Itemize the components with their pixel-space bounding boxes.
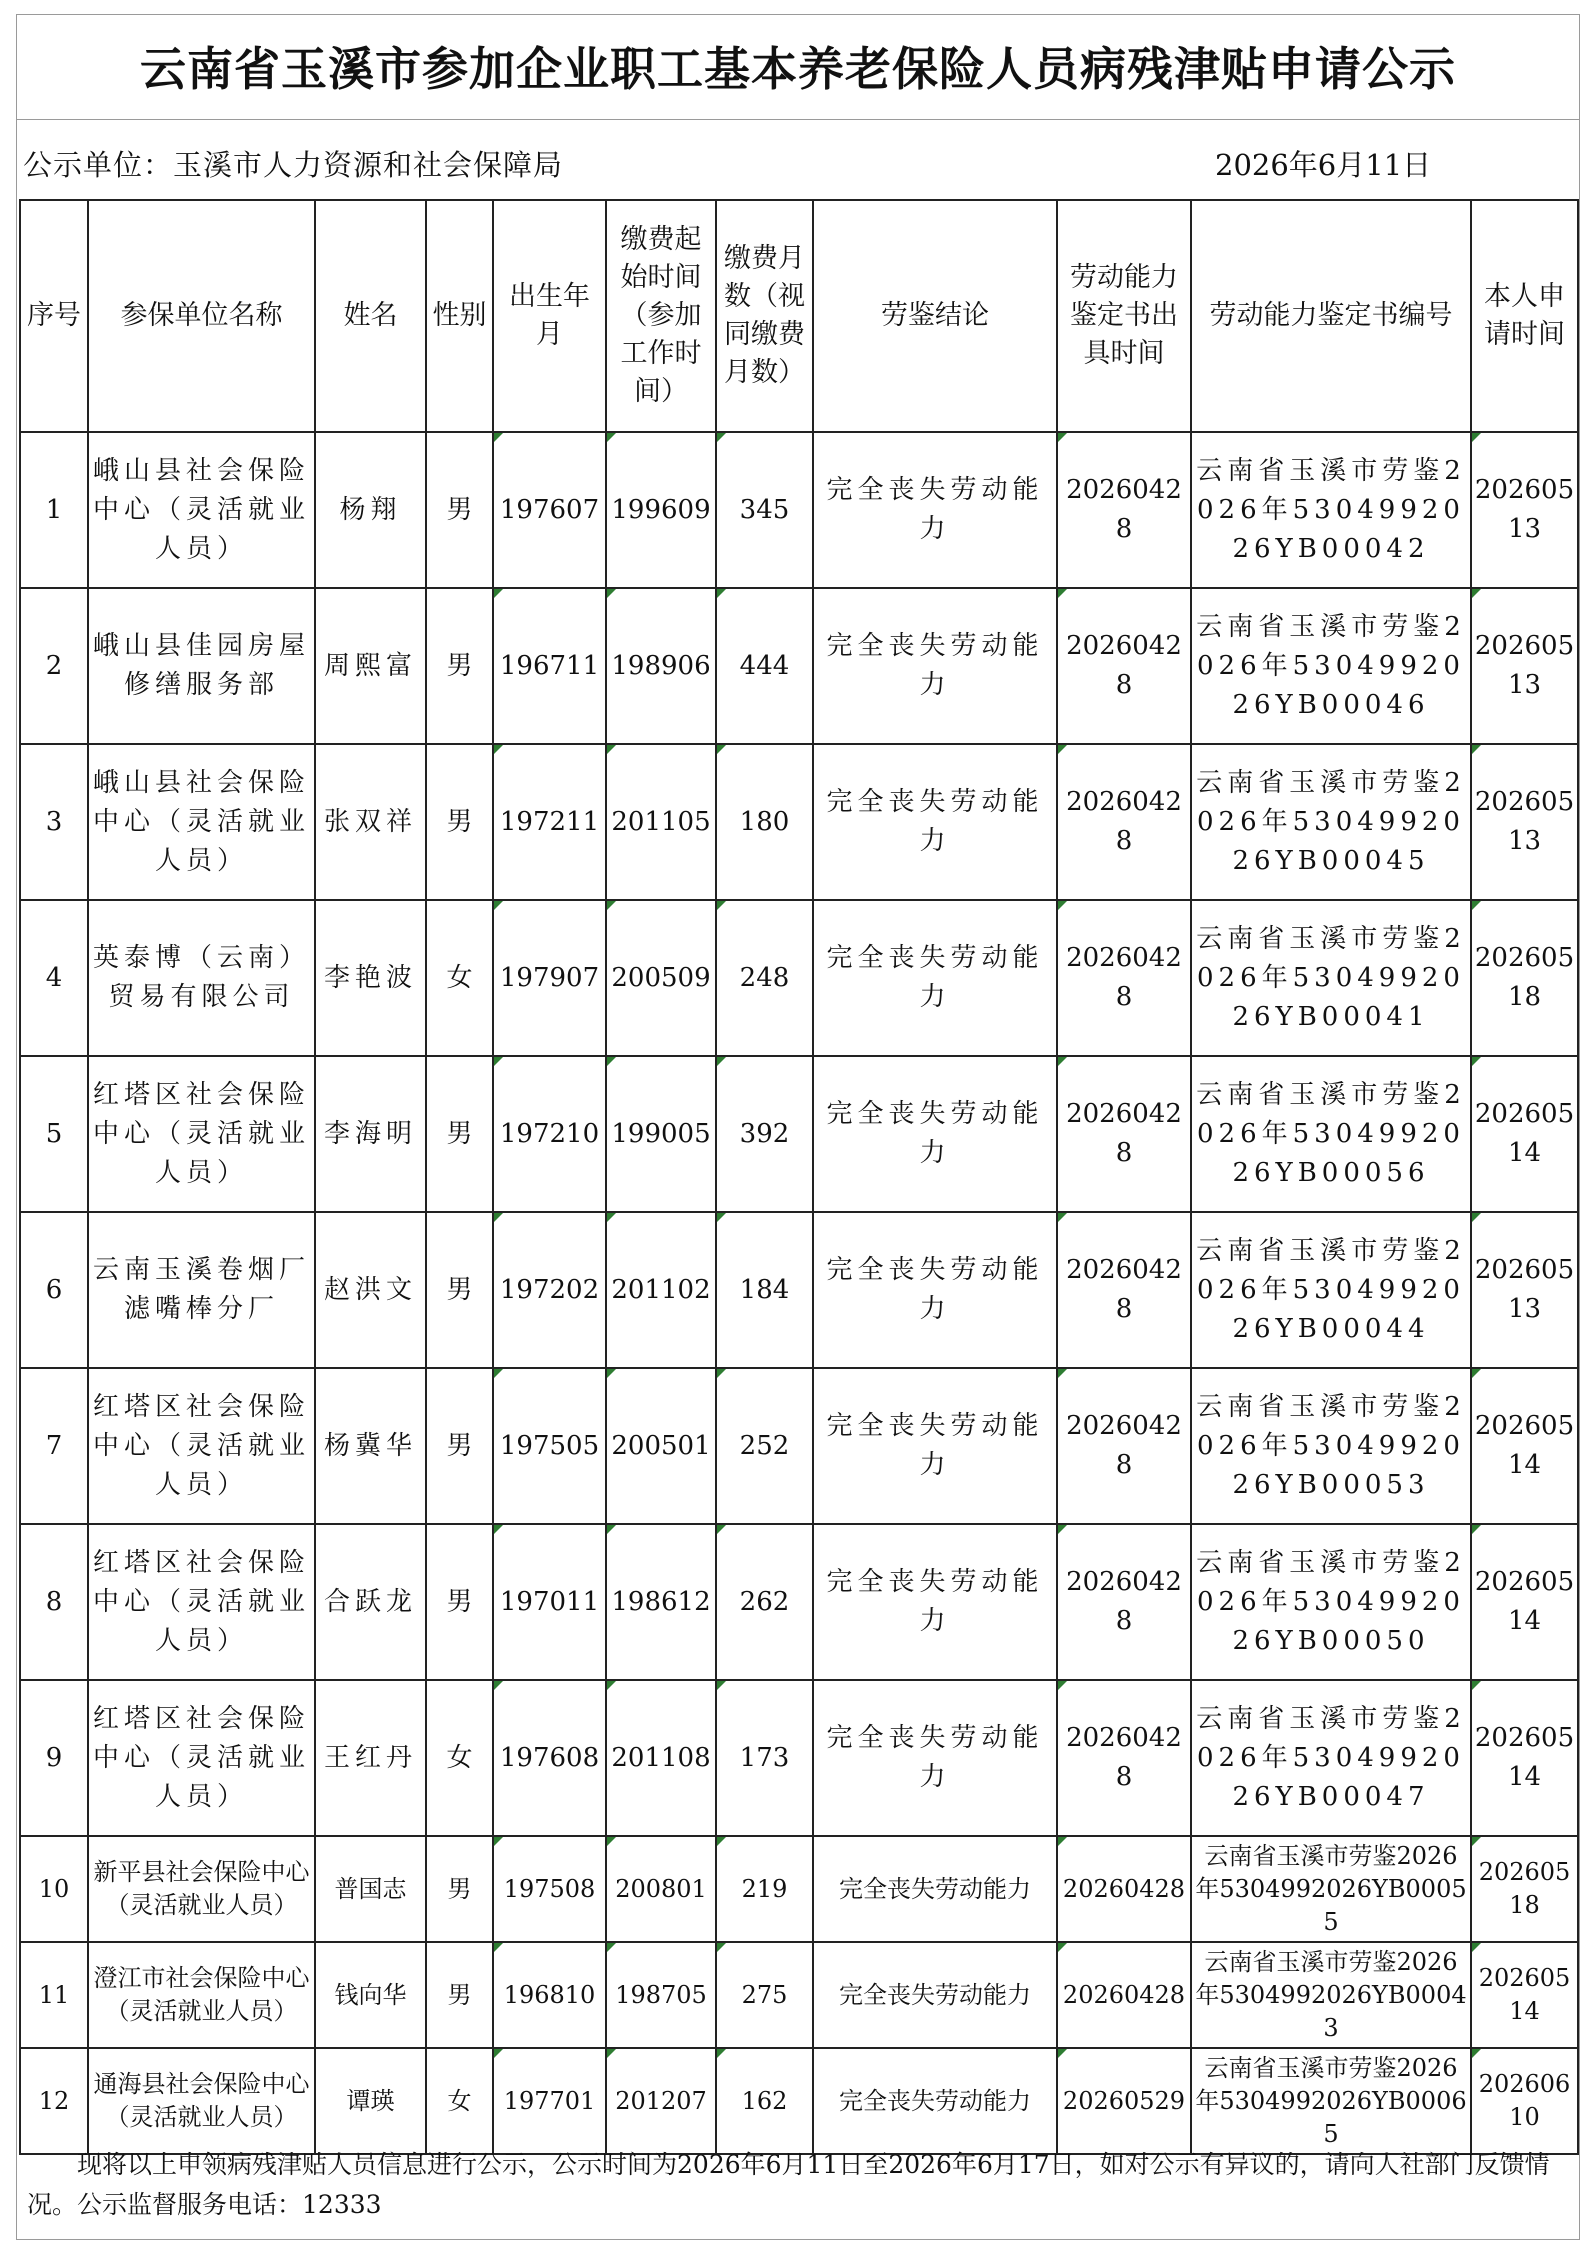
cell-issue-date: 20260428 <box>1057 1212 1191 1368</box>
cell-issue-date: 20260428 <box>1057 432 1191 588</box>
cell-gender: 男 <box>426 1056 493 1212</box>
header-apply-date: 本人申请时间 <box>1471 200 1578 432</box>
cell-gender: 男 <box>426 1368 493 1524</box>
cell-company: 红塔区社会保险中心（灵活就业人员） <box>88 1524 315 1680</box>
notice-date: 2026年6月11日 <box>1215 148 1432 182</box>
cell-seq: 4 <box>20 900 88 1056</box>
cell-start: 200801 <box>606 1836 716 1942</box>
cell-start: 199609 <box>606 432 716 588</box>
cell-cert-no: 云南省玉溪市劳鉴2026年5304992026YB00056 <box>1191 1056 1471 1212</box>
cell-apply-date: 20260513 <box>1471 1212 1578 1368</box>
cell-birth: 197505 <box>493 1368 606 1524</box>
cell-name: 谭瑛 <box>315 2048 426 2154</box>
cell-company: 峨山县社会保险中心（灵活就业人员） <box>88 744 315 900</box>
page-title: 云南省玉溪市参加企业职工基本养老保险人员病残津贴申请公示 <box>140 42 1456 96</box>
cell-cert-no: 云南省玉溪市劳鉴2026年5304992026YB00043 <box>1191 1942 1471 2048</box>
cell-seq: 10 <box>20 1836 88 1942</box>
cell-birth: 197202 <box>493 1212 606 1368</box>
cell-apply-date: 20260514 <box>1471 1680 1578 1836</box>
cell-apply-date: 20260513 <box>1471 744 1578 900</box>
notice-sheet <box>16 14 1580 2240</box>
cell-seq: 8 <box>20 1524 88 1680</box>
cell-company: 澄江市社会保险中心（灵活就业人员） <box>88 1942 315 2048</box>
cell-company: 云南玉溪卷烟厂滤嘴棒分厂 <box>88 1212 315 1368</box>
cell-cert-no: 云南省玉溪市劳鉴2026年5304992026YB00050 <box>1191 1524 1471 1680</box>
table-row <box>20 1368 1578 1524</box>
cell-apply-date: 20260610 <box>1471 2048 1578 2154</box>
cell-apply-date: 20260514 <box>1471 1942 1578 2048</box>
table-row <box>20 1836 1578 1942</box>
cell-company: 新平县社会保险中心（灵活就业人员） <box>88 1836 315 1942</box>
cell-issue-date: 20260428 <box>1057 1056 1191 1212</box>
cell-company: 通海县社会保险中心（灵活就业人员） <box>88 2048 315 2154</box>
cell-company: 红塔区社会保险中心（灵活就业人员） <box>88 1368 315 1524</box>
header-seq: 序号 <box>20 200 88 432</box>
header-gender: 性别 <box>426 200 493 432</box>
cell-cert-no: 云南省玉溪市劳鉴2026年5304992026YB00044 <box>1191 1212 1471 1368</box>
cell-conclusion: 完全丧失劳动能力 <box>813 1680 1057 1836</box>
cell-name: 李艳波 <box>315 900 426 1056</box>
title-divider <box>17 119 1579 120</box>
cell-months: 162 <box>716 2048 813 2154</box>
table-row <box>20 1212 1578 1368</box>
table-row <box>20 1056 1578 1212</box>
cell-apply-date: 20260513 <box>1471 588 1578 744</box>
cell-conclusion: 完全丧失劳动能力 <box>813 588 1057 744</box>
cell-cert-no: 云南省玉溪市劳鉴2026年5304992026YB00047 <box>1191 1680 1471 1836</box>
cell-company: 红塔区社会保险中心（灵活就业人员） <box>88 1056 315 1212</box>
table-row <box>20 2048 1578 2154</box>
cell-issue-date: 20260428 <box>1057 744 1191 900</box>
cell-birth: 196711 <box>493 588 606 744</box>
cell-cert-no: 云南省玉溪市劳鉴2026年5304992026YB00042 <box>1191 432 1471 588</box>
cell-company: 英泰博（云南）贸易有限公司 <box>88 900 315 1056</box>
cell-gender: 女 <box>426 2048 493 2154</box>
cell-birth: 196810 <box>493 1942 606 2048</box>
cell-company: 峨山县佳园房屋修缮服务部 <box>88 588 315 744</box>
cell-apply-date: 20260514 <box>1471 1056 1578 1212</box>
cell-conclusion: 完全丧失劳动能力 <box>813 1942 1057 2048</box>
cell-conclusion: 完全丧失劳动能力 <box>813 1524 1057 1680</box>
cell-birth: 197608 <box>493 1680 606 1836</box>
cell-start: 200501 <box>606 1368 716 1524</box>
cell-months: 444 <box>716 588 813 744</box>
cell-seq: 6 <box>20 1212 88 1368</box>
cell-seq: 5 <box>20 1056 88 1212</box>
cell-cert-no: 云南省玉溪市劳鉴2026年5304992026YB00065 <box>1191 2048 1471 2154</box>
header-issue-date: 劳动能力鉴定书出具时间 <box>1057 200 1191 432</box>
cell-birth: 197907 <box>493 900 606 1056</box>
cell-issue-date: 20260428 <box>1057 588 1191 744</box>
cell-seq: 9 <box>20 1680 88 1836</box>
cell-name: 普国志 <box>315 1836 426 1942</box>
cell-conclusion: 完全丧失劳动能力 <box>813 2048 1057 2154</box>
header-months: 缴费月数（视同缴费月数） <box>716 200 813 432</box>
table-row <box>20 588 1578 744</box>
cell-cert-no: 云南省玉溪市劳鉴2026年5304992026YB00053 <box>1191 1368 1471 1524</box>
cell-name: 李海明 <box>315 1056 426 1212</box>
cell-gender: 男 <box>426 432 493 588</box>
cell-apply-date: 20260513 <box>1471 432 1578 588</box>
cell-name: 杨翔 <box>315 432 426 588</box>
cell-seq: 3 <box>20 744 88 900</box>
cell-issue-date: 20260428 <box>1057 1680 1191 1836</box>
table-row <box>20 1680 1578 1836</box>
cell-apply-date: 20260514 <box>1471 1524 1578 1680</box>
cell-conclusion: 完全丧失劳动能力 <box>813 744 1057 900</box>
cell-start: 198705 <box>606 1942 716 2048</box>
cell-start: 200509 <box>606 900 716 1056</box>
cell-gender: 男 <box>426 1836 493 1942</box>
cell-issue-date: 20260428 <box>1057 1942 1191 2048</box>
cell-seq: 1 <box>20 432 88 588</box>
cell-name: 周熙富 <box>315 588 426 744</box>
cell-conclusion: 完全丧失劳动能力 <box>813 432 1057 588</box>
cell-gender: 女 <box>426 1680 493 1836</box>
cell-issue-date: 20260428 <box>1057 1524 1191 1680</box>
cell-cert-no: 云南省玉溪市劳鉴2026年5304992026YB00055 <box>1191 1836 1471 1942</box>
cell-company: 红塔区社会保险中心（灵活就业人员） <box>88 1680 315 1836</box>
cell-months: 180 <box>716 744 813 900</box>
table-row <box>20 900 1578 1056</box>
cell-issue-date: 20260428 <box>1057 1836 1191 1942</box>
header-start: 缴费起始时间（参加工作时间） <box>606 200 716 432</box>
cell-birth: 197211 <box>493 744 606 900</box>
cell-start: 199005 <box>606 1056 716 1212</box>
cell-months: 275 <box>716 1942 813 2048</box>
cell-birth: 197011 <box>493 1524 606 1680</box>
applicant-table <box>19 199 1579 2155</box>
cell-conclusion: 完全丧失劳动能力 <box>813 1368 1057 1524</box>
cell-issue-date: 20260428 <box>1057 1368 1191 1524</box>
cell-conclusion: 完全丧失劳动能力 <box>813 1212 1057 1368</box>
cell-start: 201102 <box>606 1212 716 1368</box>
cell-conclusion: 完全丧失劳动能力 <box>813 1056 1057 1212</box>
cell-seq: 12 <box>20 2048 88 2154</box>
cell-name: 杨冀华 <box>315 1368 426 1524</box>
header-conclusion: 劳鉴结论 <box>813 200 1057 432</box>
cell-birth: 197508 <box>493 1836 606 1942</box>
cell-birth: 197701 <box>493 2048 606 2154</box>
cell-start: 198906 <box>606 588 716 744</box>
cell-gender: 男 <box>426 588 493 744</box>
cell-gender: 女 <box>426 900 493 1056</box>
cell-months: 345 <box>716 432 813 588</box>
cell-seq: 7 <box>20 1368 88 1524</box>
cell-birth: 197607 <box>493 432 606 588</box>
issuing-unit: 公示单位：玉溪市人力资源和社会保障局 <box>23 148 564 182</box>
cell-name: 张双祥 <box>315 744 426 900</box>
cell-issue-date: 20260428 <box>1057 900 1191 1056</box>
cell-start: 201105 <box>606 744 716 900</box>
header-birth: 出生年月 <box>493 200 606 432</box>
cell-months: 173 <box>716 1680 813 1836</box>
cell-name: 钱向华 <box>315 1942 426 2048</box>
cell-gender: 男 <box>426 744 493 900</box>
cell-gender: 男 <box>426 1524 493 1680</box>
cell-seq: 11 <box>20 1942 88 2048</box>
cell-conclusion: 完全丧失劳动能力 <box>813 900 1057 1056</box>
cell-gender: 男 <box>426 1212 493 1368</box>
cell-name: 赵洪文 <box>315 1212 426 1368</box>
cell-apply-date: 20260518 <box>1471 900 1578 1056</box>
cell-seq: 2 <box>20 588 88 744</box>
cell-name: 王红丹 <box>315 1680 426 1836</box>
header-name: 姓名 <box>315 200 426 432</box>
table-row <box>20 1524 1578 1680</box>
table-row <box>20 1942 1578 2048</box>
header-company: 参保单位名称 <box>88 200 315 432</box>
cell-apply-date: 20260518 <box>1471 1836 1578 1942</box>
cell-birth: 197210 <box>493 1056 606 1212</box>
cell-months: 262 <box>716 1524 813 1680</box>
cell-start: 198612 <box>606 1524 716 1680</box>
cell-cert-no: 云南省玉溪市劳鉴2026年5304992026YB00045 <box>1191 744 1471 900</box>
cell-months: 219 <box>716 1836 813 1942</box>
cell-start: 201207 <box>606 2048 716 2154</box>
header-row <box>20 200 1578 432</box>
table-row <box>20 744 1578 900</box>
cell-months: 184 <box>716 1212 813 1368</box>
cell-gender: 男 <box>426 1942 493 2048</box>
cell-cert-no: 云南省玉溪市劳鉴2026年5304992026YB00046 <box>1191 588 1471 744</box>
header-cert-no: 劳动能力鉴定书编号 <box>1191 200 1471 432</box>
cell-apply-date: 20260514 <box>1471 1368 1578 1524</box>
cell-months: 252 <box>716 1368 813 1524</box>
cell-start: 201108 <box>606 1680 716 1836</box>
cell-name: 合跃龙 <box>315 1524 426 1680</box>
cell-months: 392 <box>716 1056 813 1212</box>
cell-company: 峨山县社会保险中心（灵活就业人员） <box>88 432 315 588</box>
cell-months: 248 <box>716 900 813 1056</box>
cell-conclusion: 完全丧失劳动能力 <box>813 1836 1057 1942</box>
cell-issue-date: 20260529 <box>1057 2048 1191 2154</box>
cell-cert-no: 云南省玉溪市劳鉴2026年5304992026YB00041 <box>1191 900 1471 1056</box>
footer-note: 现将以上申领病残津贴人员信息进行公示，公示时间为2026年6月11日至2026年6月17日，如对公示有异议的，请向人社部门反馈情况。公示监督服务电话：12333 <box>27 2150 1550 2219</box>
table-row <box>20 432 1578 588</box>
